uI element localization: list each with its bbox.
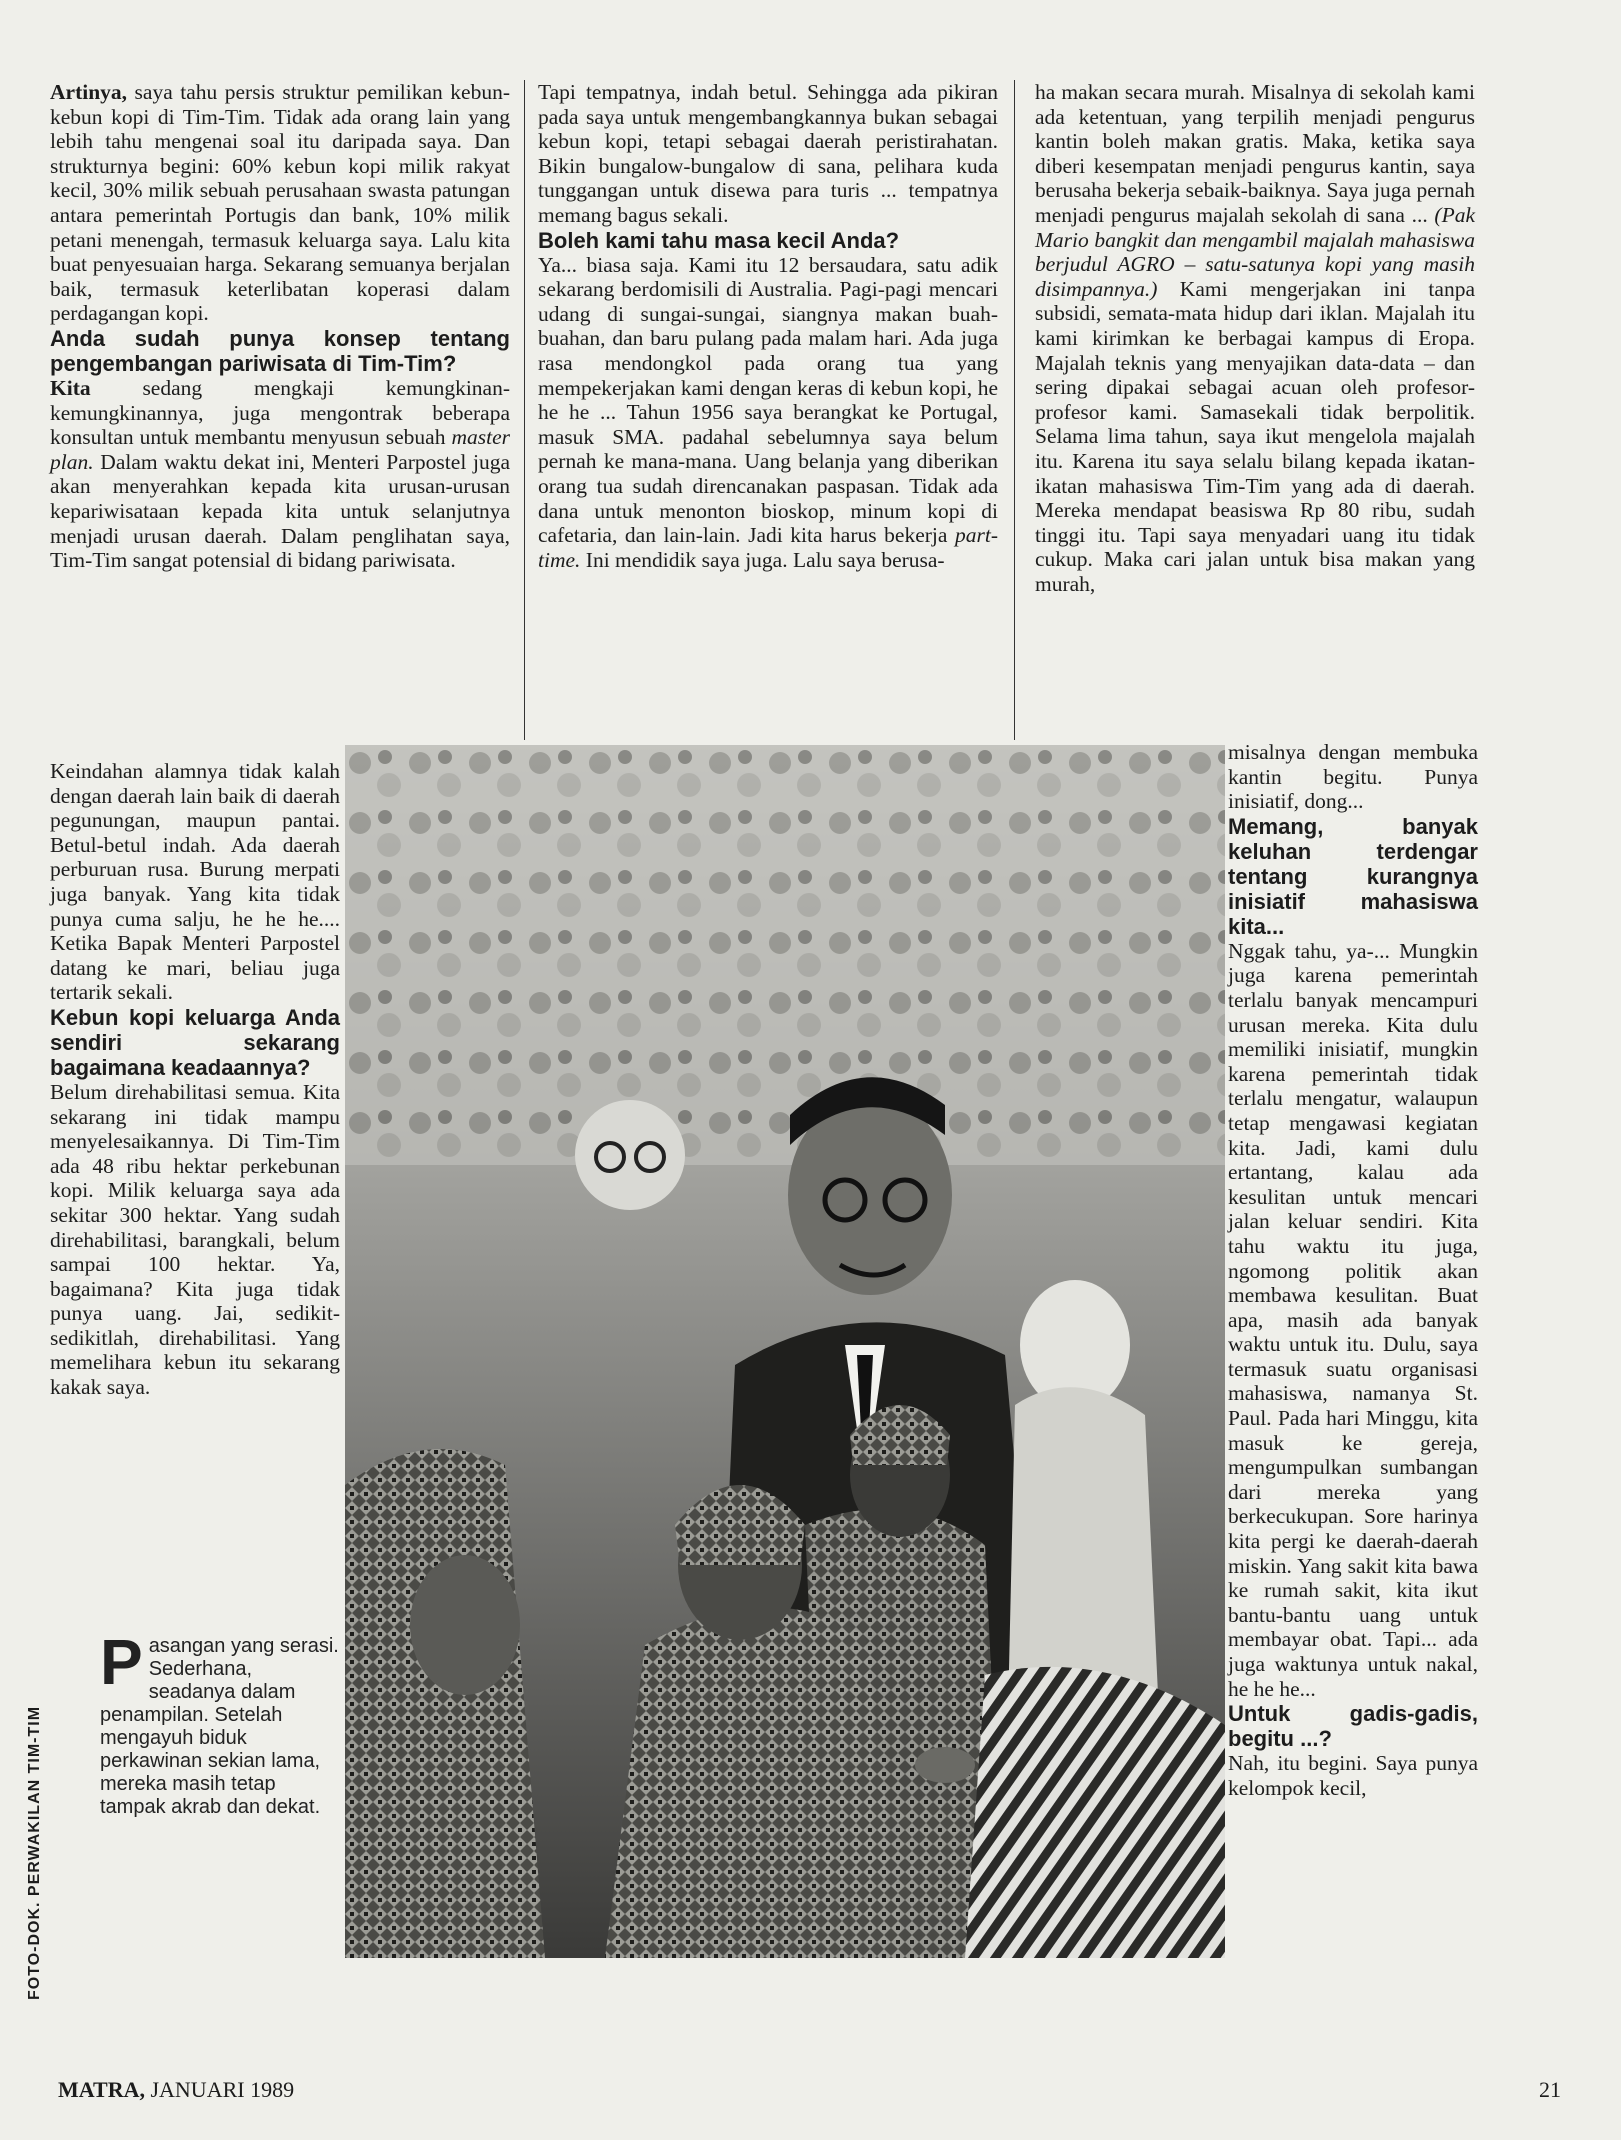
paragraph bbox=[50, 376, 510, 573]
paragraph-text: ha makan secara murah. Misalnya di sekolah kami ada ketentuan, yang terpilih menjadi pengurus kantin boleh makan gratis. Maka, ketika saya diberi kesempatan menjadi pengurus kantin, saya berusaha bekerja sebaik-baiknya. Saya juga pernah menjadi pengurus majalah sekolah di sana ... bbox=[1035, 80, 1475, 227]
page-footer bbox=[58, 2077, 1561, 2107]
paragraph-text: Ya... biasa saja. Kami itu 12 bersaudara, satu adik sekarang berdomisili di Australia. Pagi-pagi mencari udang di sungai-sungai, siangnya makan buah-buahan, dan baru pulang pada malam hari. Ada juga rasa mendongkol pada orang tua yang mempekerjakan kami dengan keras di kebun kopi, he he he ... Tahun 1956 saya berangkat ke Portugal, masuk SMA. padahal sebelumnya saya belum pernah ke mana-mana. Uang belanja yang diberikan orang tua sudah direncanakan paspasan. Tidak ada dana untuk menonton bioskop, minum kopi di cafetaria, dan lain-lain. Jadi kita harus bekerja bbox=[538, 252, 998, 548]
footer-issue bbox=[58, 2077, 294, 2103]
paragraph-text: Dalam waktu dekat ini, Menteri Parpostel juga akan menyerahkan kepada kita urusan-urusan kepariwisataan kepada kita untuk selanjutnya menjadi urusan daerah. Dalam penglihatan saya, Tim-Tim sangat potensial di bidang pariwisata. bbox=[50, 449, 510, 573]
lead-word: Kita bbox=[50, 375, 91, 400]
interview-question: Untuk gadis-gadis, begitu ...? bbox=[1228, 1701, 1478, 1752]
paragraph bbox=[1035, 80, 1475, 596]
photo-illustration bbox=[345, 745, 1225, 1958]
photo-credit: FOTO-DOK. PERWAKILAN TIM-TIM bbox=[26, 1705, 43, 2000]
photo-caption bbox=[100, 1626, 340, 1819]
italic-text: (Pak Mario bangkit dan mengambil majalah mahasiswa berjudul AGRO – satu-satunya kopi yang masih disimpannya.) bbox=[1035, 202, 1475, 301]
italic-text: master plan. bbox=[50, 425, 510, 474]
column-divider bbox=[1014, 80, 1015, 740]
paragraph: Nggak tahu, ya-... Mungkin juga karena pemerintah terlalu banyak mencampuri urusan mereka. Kita dulu memiliki inisiatif, mungkin karena pemerintah tidak terlalu mengatur, walaupun tetap mengawasi kegiatan kita. Jadi, kami dulu ertantang, kalau ada kesulitan untuk mencari jalan keluar sendiri. Kita tahu waktu itu juga, ngomong politik akan membawa kesulitan. Buat apa, masih ada banyak waktu untuk itu. Dulu, saya termasuk suatu organisasi mahasiswa, namanya St. Paul. Pada hari Minggu, kita masuk ke gereja, mengumpulkan sumbangan dari mereka yang berkecukupan. Sore harinya kita pergi ke daerah-daerah miskin. Yang sakit kita bawa ke rumah sakit, kita ikut bantu-bantu uang untuk membayar obat. Tapi... ada juga waktunya untuk nakal, he he he... bbox=[1228, 938, 1478, 1701]
issue-date: JANUARI 1989 bbox=[144, 2077, 295, 2102]
magazine-name: MATRA, bbox=[58, 2077, 145, 2102]
paragraph-text: Kami mengerjakan ini tanpa subsidi, semata-mata hidup dari iklan. Majalah itu kami kirimkan ke berbagai kampus di Eropa. Majalah teknis yang menyajikan data-data – dan sering dipakai sebagai acuan oleh profesor-profesor kami. Samasekali tidak berpolitik. Selama lima tahun, saya ikut mengelola majalah itu. Karena itu saya selalu bilang kepada ikatan-ikatan mahasiswa Tim-Tim yang ada di daerah. Mereka mendapat beasiswa Rp 80 ribu, sudah tinggi itu. Tapi saya menyadari uang itu tidak cukup. Maka cari jalan untuk bisa makan yang murah, bbox=[1035, 276, 1475, 596]
lead-word: Artinya, bbox=[50, 80, 128, 104]
paragraph bbox=[538, 253, 998, 573]
paragraph-text: saya tahu persis struktur pemilikan kebun-kebun kopi di Tim-Tim. Tidak ada orang lain yang lebih tahu mengenai soal itu daripada saya. Dan strukturnya begini: 60% kebun kopi milik rakyat kecil, 30% milik sebuah perusahaan swasta patungan antara pemerintah Portugis dan bank, 10% milik petani menengah, termasuk keluarga saya. Lalu kita buat penyesuaian harga. Sekarang semuanya berjalan baik, termasuk keterlibatan koperasi dalam perdagangan kopi. bbox=[50, 80, 510, 326]
paragraph: Belum direhabilitasi semua. Kita sekarang ini tidak mampu menyelesaikannya. Di Tim-Tim ada 48 ribu hektar perkebunan kopi. Milik keluarga saya ada sekitar 300 hektar. Yang sudah direhabilitasi, barangkali, belum sampai 100 hektar. Ya, bagaimana? Kita juga tidak punya uang. Jai, sedikit-sedikitlah, direhabilitasi. Yang memelihara kebun itu sekarang kakak saya. bbox=[50, 1079, 340, 1400]
caption-dropcap: P bbox=[100, 1626, 143, 1698]
paragraph: Tapi tempatnya, indah betul. Sehingga ada pikiran pada saya untuk mengembangkannya bukan sebagai kebun kopi, tetapi sebagai daerah peristirahatan. Bikin bungalow-bungalow di sana, pelihara kuda tunggangan untuk disewa para turis ... tempatnya memang bagus sekali. bbox=[538, 80, 998, 227]
text-column-2 bbox=[538, 80, 998, 572]
paragraph: Keindahan alamnya tidak kalah dengan daerah lain baik di daerah pegunungan, maupun pantai. Betul-betul indah. Ada daerah perburuan rusa. Burung merpati juga banyak. Yang kita tidak punya cuma salju, he he he.... Ketika Bapak Menteri Parpostel datang ke mari, beliau juga tertarik sekali. bbox=[50, 759, 340, 1005]
interview-question: Memang, banyak keluhan terdengar tentang kurangnya inisiatif mahasiswa kita... bbox=[1228, 813, 1478, 939]
page-number: 21 bbox=[1539, 2077, 1561, 2102]
text-column-1 bbox=[50, 80, 510, 573]
paragraph bbox=[50, 80, 510, 326]
photo bbox=[345, 745, 1225, 1958]
paragraph: misalnya dengan membuka kantin begitu. Punya inisiatif, dong... bbox=[1228, 740, 1478, 814]
paragraph: Nah, itu begini. Saya punya kelompok kecil, bbox=[1228, 1751, 1478, 1800]
interview-question: Anda sudah punya konsep tentang pengembangan pariwisata di Tim-Tim? bbox=[50, 325, 510, 376]
column-divider bbox=[524, 80, 525, 740]
italic-text: part-time. bbox=[538, 523, 998, 572]
text-column-3-narrow bbox=[1228, 740, 1478, 1800]
paragraph-text: sedang mengkaji kemungkinan-kemungkinannya, juga mengontrak beberapa konsultan untuk membantu menyusun sebuah bbox=[50, 375, 510, 450]
interview-question: Boleh kami tahu masa kecil Anda? bbox=[538, 227, 900, 253]
text-column-3 bbox=[1035, 80, 1475, 596]
interview-question: Kebun kopi keluarga Anda sendiri sekarang bagaimana keadaannya? bbox=[50, 1004, 340, 1080]
paragraph-text: Ini mendidik saya juga. Lalu saya berusa- bbox=[580, 547, 945, 572]
text-column-1-narrow bbox=[50, 759, 340, 1400]
caption-text: asangan yang serasi. Sederhana, seadanya dalam penampilan. Setelah mengayuh biduk perkawinan sekian lama, mereka masih tetap tampak akrab dan dekat. bbox=[100, 1635, 339, 1818]
